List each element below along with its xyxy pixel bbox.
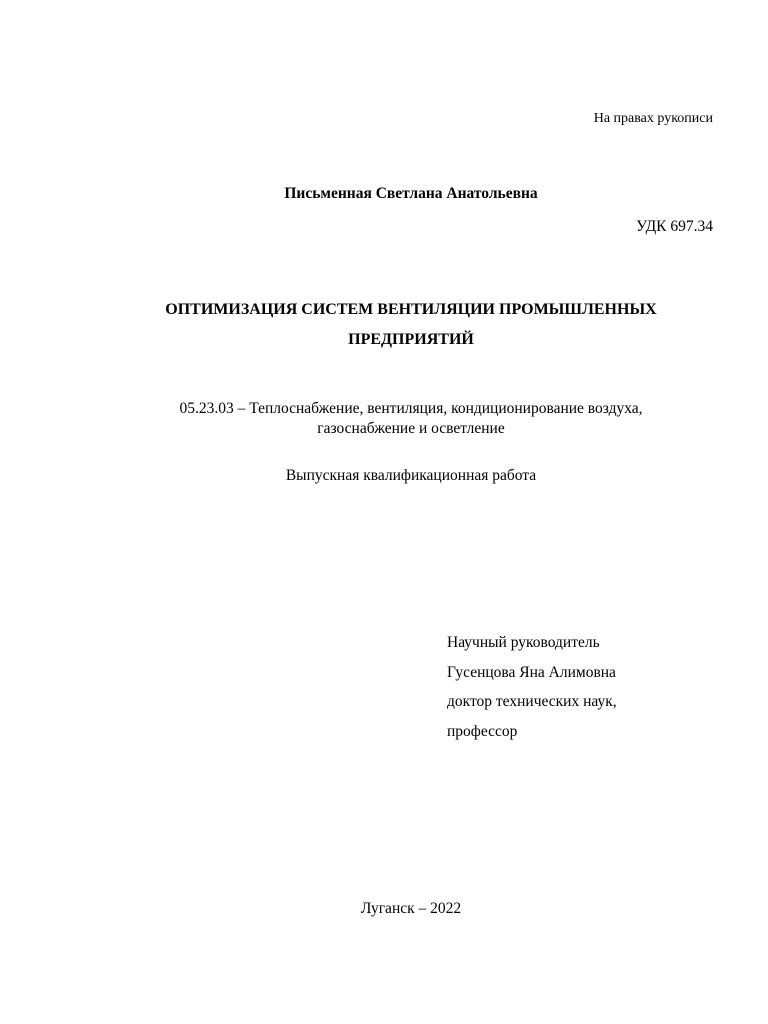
supervisor-line: Научный руководитель <box>447 634 600 651</box>
place-year: Луганск – 2022 <box>360 900 462 917</box>
thesis-title-line: ПРЕДПРИЯТИЙ <box>348 331 474 348</box>
thesis-title-line: ОПТИМИЗАЦИЯ СИСТЕМ ВЕНТИЛЯЦИИ ПРОМЫШЛЕННЫХ <box>165 301 657 318</box>
specialty-line: 05.23.03 – Теплоснабжение, вентиляция, кондиционирование воздуха, <box>179 400 643 417</box>
supervisor-block <box>447 628 617 746</box>
specialty <box>0 399 768 439</box>
author-name: Письменная Светлана Анатольевна <box>284 185 538 202</box>
rights-note: На правах рукописи <box>593 111 713 126</box>
supervisor-line: Гусенцова Яна Алимовна <box>447 663 616 681</box>
supervisor-line: доктор технических наук, <box>447 693 617 710</box>
thesis-title <box>0 295 768 355</box>
work-type: Выпускная квалификационная работа <box>285 467 537 484</box>
udk-code: УДК 697.34 <box>636 218 713 235</box>
specialty-line: газоснабжение и осветление <box>317 420 505 437</box>
supervisor-line: профессор <box>447 722 518 740</box>
